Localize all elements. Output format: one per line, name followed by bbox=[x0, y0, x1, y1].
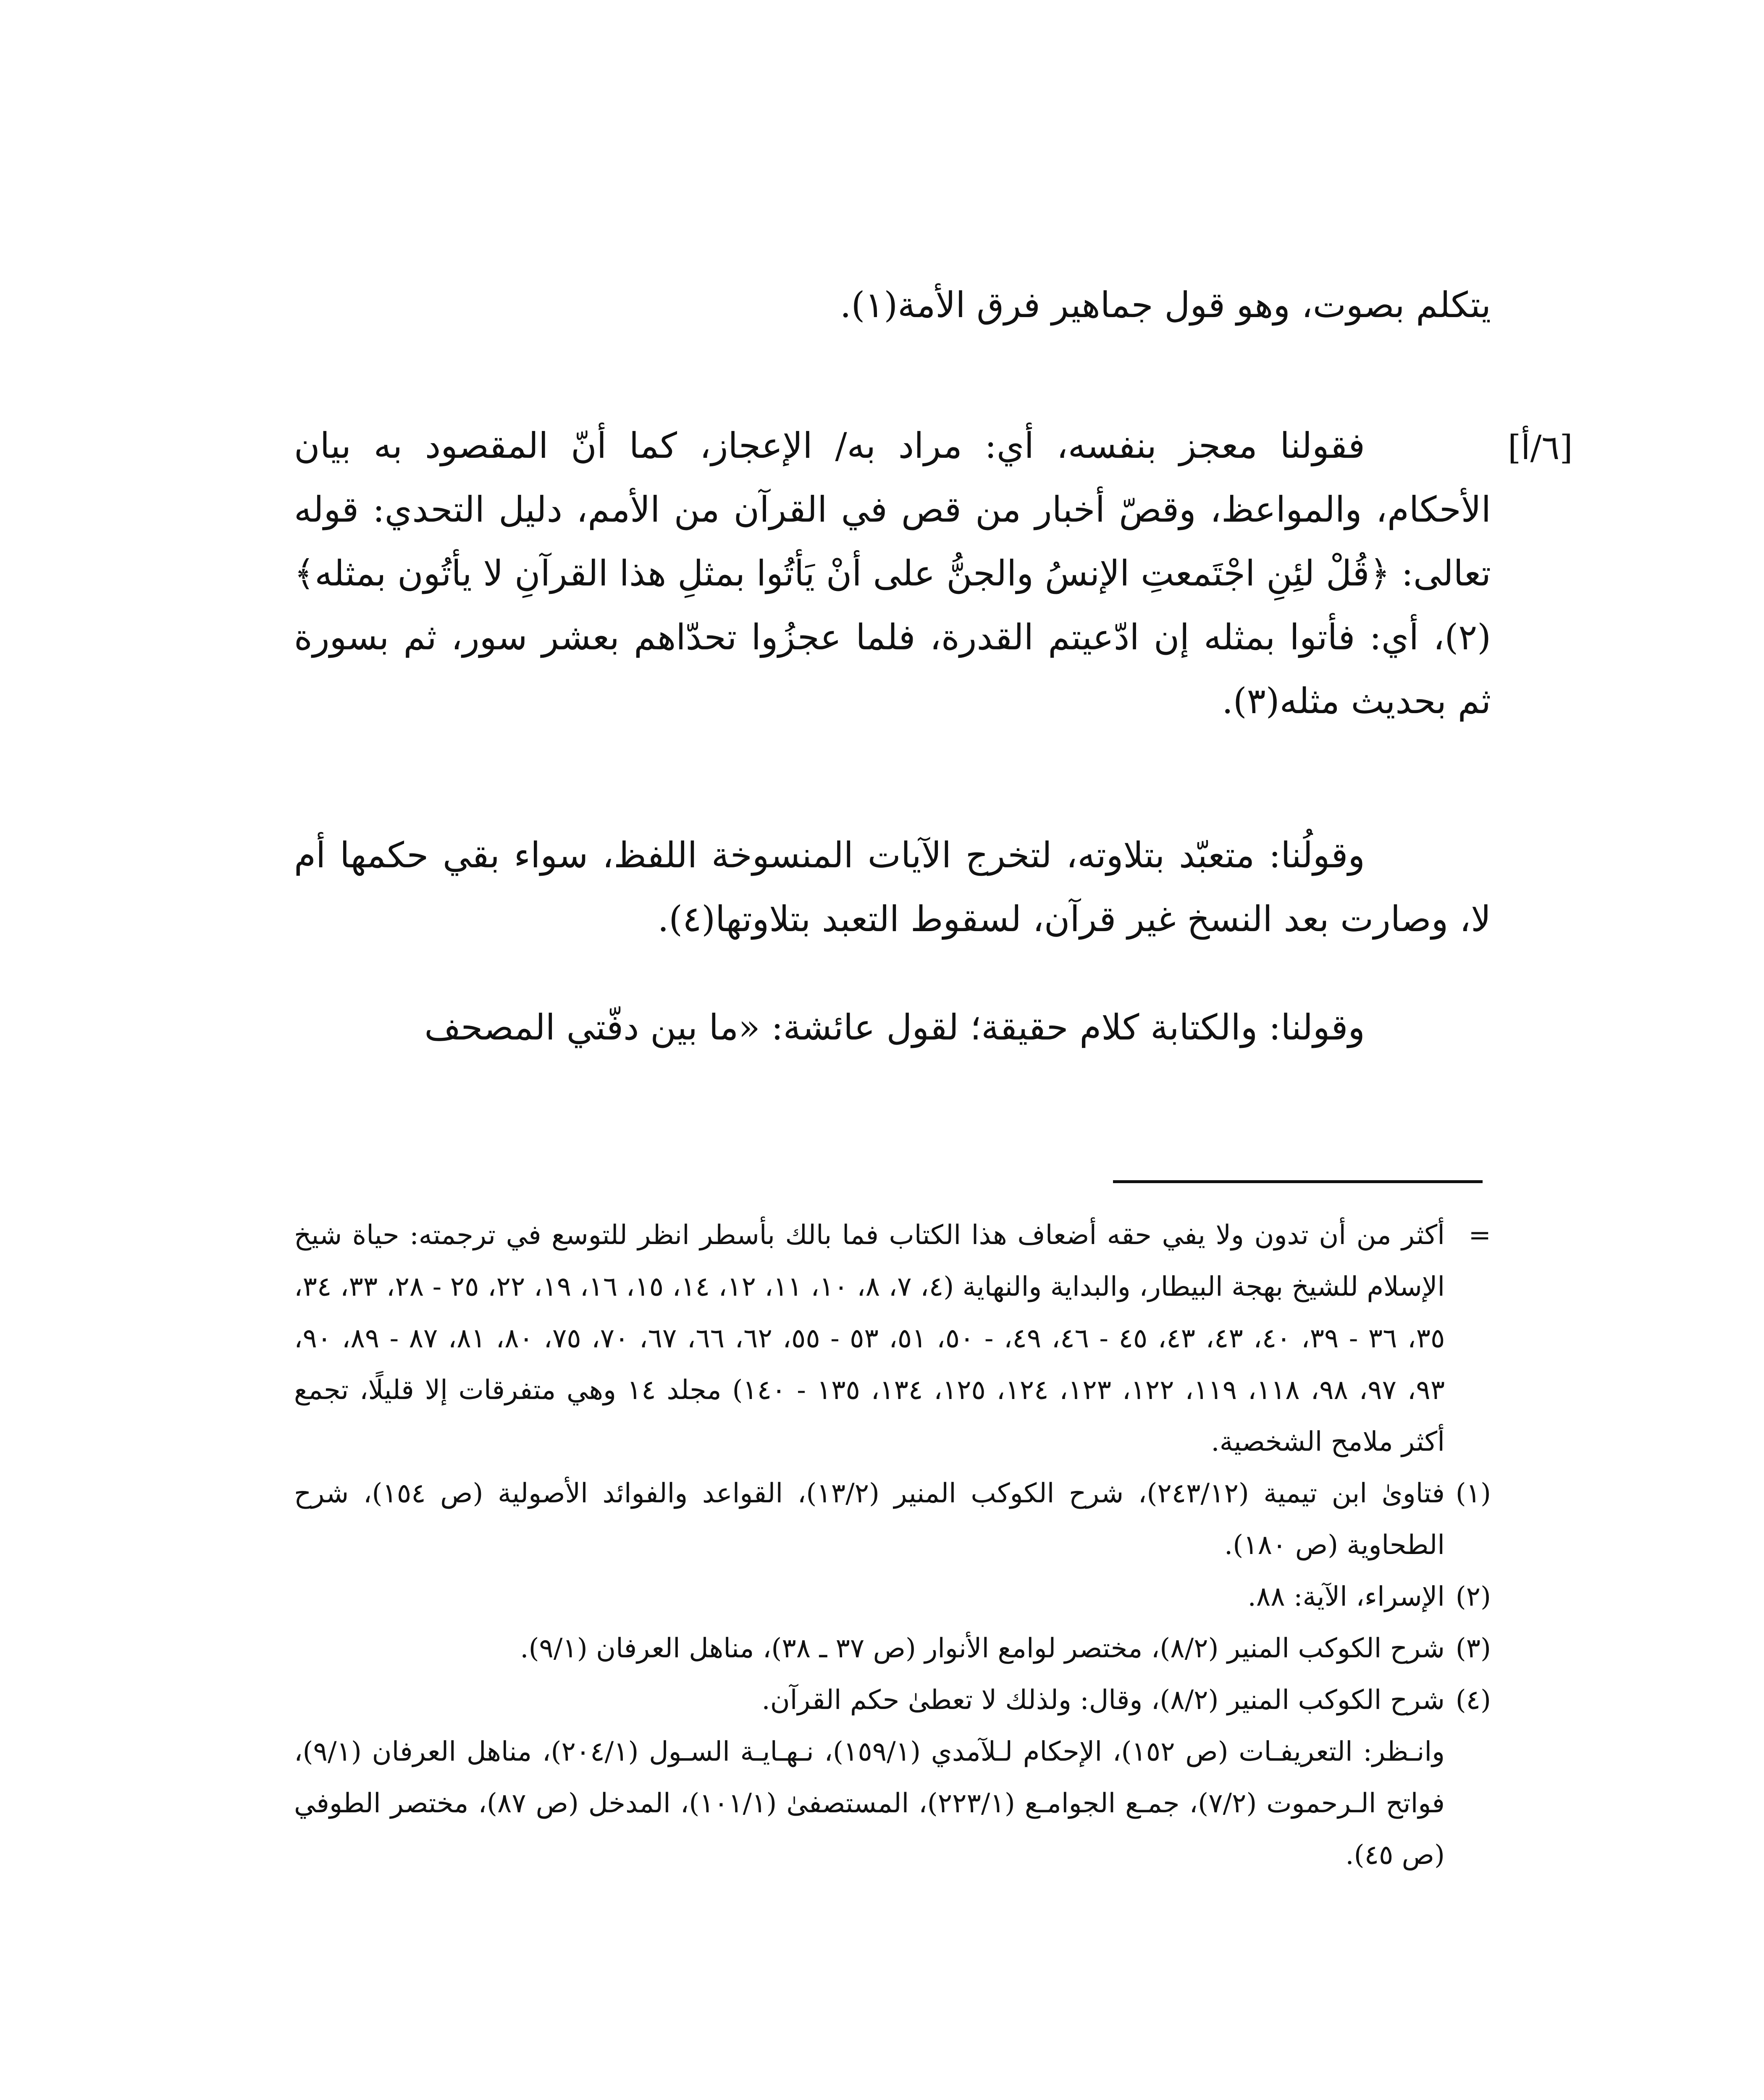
footnote-number: (٢) bbox=[1455, 1581, 1491, 1612]
footnote-2 bbox=[294, 1571, 1491, 1623]
footnote-3 bbox=[294, 1623, 1491, 1675]
footnote-text: فتاوىٰ ابن تيمية (٢٤٣/١٢)، شرح الكوكب المنير (١٣/٢)، القواعد والفوائد الأصولية (ص ١٥٤)، شرح الطحاوية (ص ١٨٠). bbox=[294, 1478, 1445, 1561]
main-text-4: وقولنا: والكتابة كلام حقيقة؛ لقول عائشة: «ما بين دفّتي المصحف bbox=[424, 1007, 1365, 1048]
main-paragraph-3 bbox=[294, 823, 1491, 951]
main-text-3: وقولُنا: متعبّد بتلاوته، لتخرج الآيات المنسوخة اللفظ، سواء بقي حكمها أم لا، وصارت بعد النسخ غير قرآن، لسقوط التعبد بتلاوتها(٤). bbox=[294, 835, 1491, 940]
main-text-1: يتكلم بصوت، وهو قول جماهير فرق الأمة(١). bbox=[840, 284, 1491, 326]
footnote-1 bbox=[294, 1468, 1491, 1571]
footnote-text: شرح الكوكب المنير (٨/٢)، مختصر لوامع الأنوار (ص ٣٧ ـ ٣٨)، مناهل العرفان (٩/١). bbox=[520, 1633, 1445, 1664]
continuation-text: أكثر من أن تدون ولا يفي حقه أضعاف هذا الكتاب فما بالك بأسطر انظر للتوسع في ترجمته: حياة شيخ الإسلام للشيخ بهجة البيطار، والبداية والنهاية (٤، ٧، ٨، ١٠، ١١، ١٢، ١٤، ١٥، ١٦، ١٩، ٢٢، ٢٥ - ٢٨، ٣٣، ٣٤، ٣٥، ٣٦ - ٣٩، ٤٠، ٤٣، ٤٣، ٤٥ - ٤٦، ٤٩، - ٥٠، ٥١، ٥٣ - ٥٥، ٦٢، ٦٦، ٦٧، ٧٠، ٧٥، ٨٠، ٨١، ٨٧ - ٨٩، ٩٠، ٩٣، ٩٧، ٩٨، ١١٨، ١١٩، ١٢٢، ١٢٣، ١٢٤، ١٢٥، ١٣٤، ١٣٥ - ١٤٠) مجلد ١٤ وهي متفرقات إلا قليلًا، تجمع أكثر ملامح الشخصية. bbox=[294, 1220, 1445, 1457]
footnote-number: (١) bbox=[1455, 1478, 1491, 1509]
footnote-4 bbox=[294, 1675, 1491, 1726]
footnote-continuation bbox=[294, 1210, 1491, 1468]
main-paragraph-4 bbox=[294, 995, 1491, 1059]
footnote-separator bbox=[1113, 1180, 1483, 1183]
main-paragraph-2 bbox=[294, 414, 1491, 733]
folio-margin-note: [٦/أ] bbox=[1508, 428, 1573, 467]
footnote-text: الإسراء، الآية: ٨٨. bbox=[1247, 1581, 1445, 1612]
footnote-number: (٤) bbox=[1455, 1685, 1491, 1716]
footnote-text: شرح الكوكب المنير (٨/٢)، وقال: ولذلك لا تعطىٰ حكم القرآن. bbox=[761, 1685, 1445, 1716]
footnote-4-see-also: وانـظر: التعريفـات (ص ١٥٢)، الإحكام لـلآمدي (١٥٩/١)، نـهـايـة السـول (٢٠٤/١)، مناهل العرفان (٩/١)، فواتح الـرحموت (٧/٢)، جمـع الجوامـع (٢٢٣/١)، المستصفىٰ (١٠١/١)، المدخل (ص ٨٧)، مختصر الطوفي (ص ٤٥). bbox=[294, 1736, 1445, 1871]
footnote-number: (٣) bbox=[1455, 1633, 1491, 1664]
main-paragraph-1 bbox=[294, 273, 1491, 337]
continuation-mark: = bbox=[1468, 1220, 1491, 1251]
footnotes bbox=[294, 1210, 1491, 1881]
main-text-2: فقولنا معجز بنفسه، أي: مراد به/ الإعجاز، كما أنّ المقصود به بيان الأحكام، والمواعظ، وقصّ أخبار من قص في القرآن من الأمم، دليل التحدي: قوله تعالى: ﴿قُلْ لئِنِ اجْتَمعتِ الإنسُ والجنُّ على أنْ يَأتُوا بمثلِ هذا القرآنِ لا يأتُون بمثله﴾(٢)، أي: فأتوا بمثله إن ادّعيتم القدرة، فلما عجزُوا تحدّاهم بعشر سور، ثم بسورة ثم بحديث مثله(٣). bbox=[294, 425, 1491, 722]
